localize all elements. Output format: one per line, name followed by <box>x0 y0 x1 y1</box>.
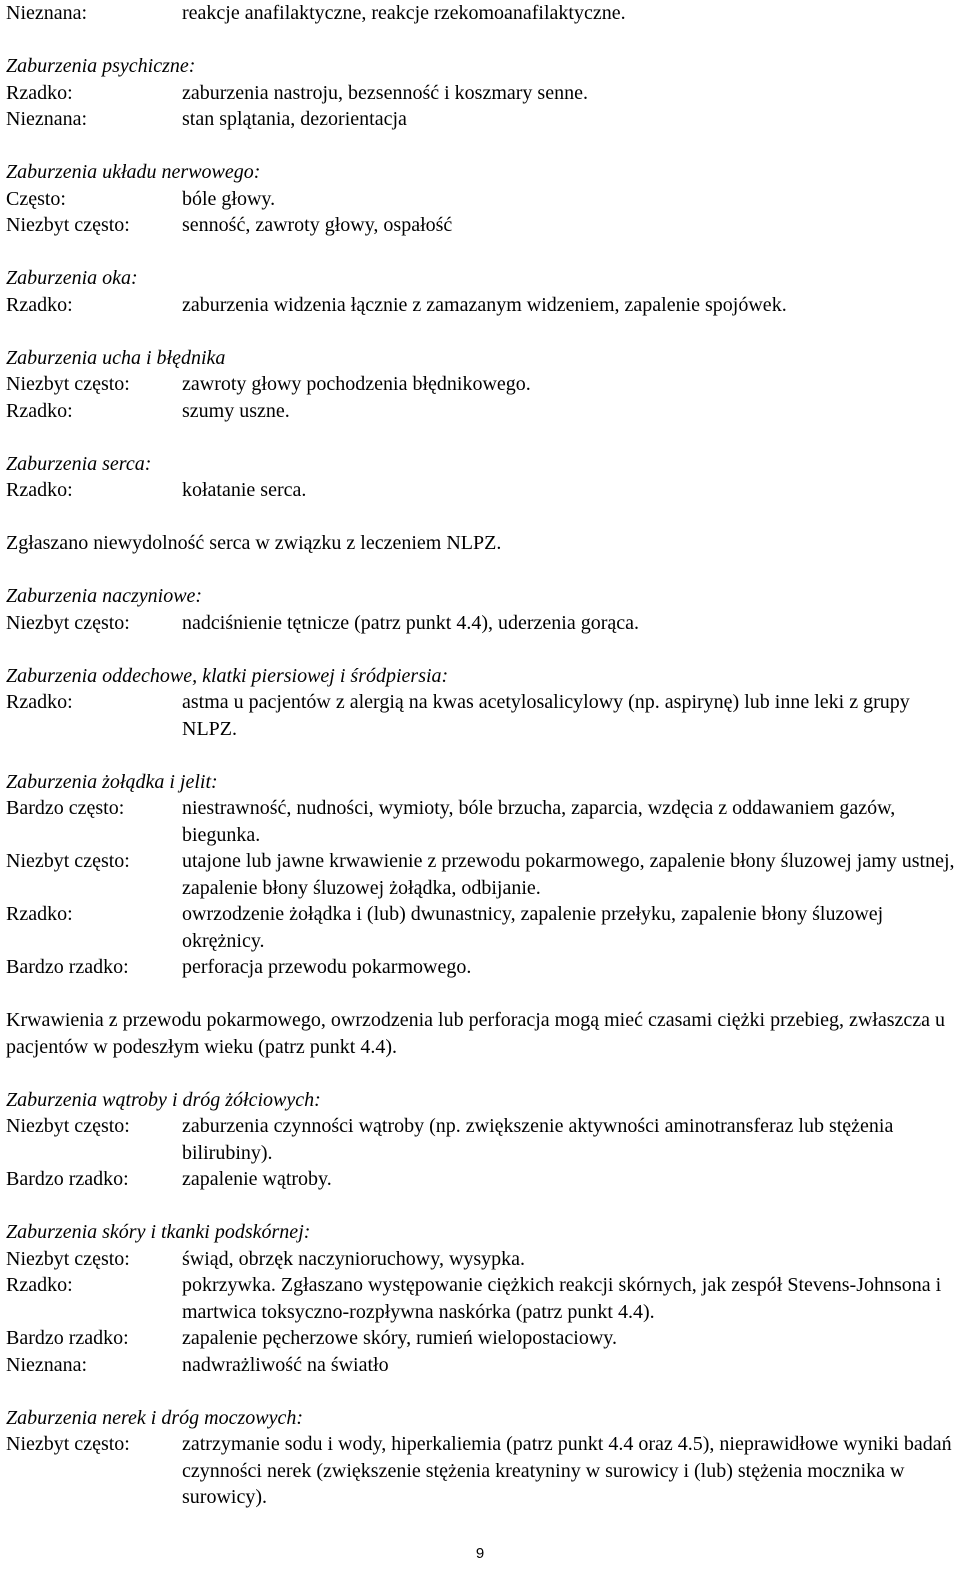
section-heading: Zaburzenia skóry i tkanki podskórnej: <box>6 1221 311 1243</box>
adverse-effects-text: owrzodzenie żołądka i (lub) dwunastnicy, zapalenie przełyku, zapalenie błony śluzowej okrężnicy. <box>182 903 884 952</box>
frequency-label: Niezbyt często: <box>6 214 130 236</box>
section-heading: Zaburzenia psychiczne: <box>6 55 196 77</box>
adverse-effects-text: zaburzenia czynności wątroby (np. zwiększenie aktywności aminotransferaz lub stężenia bilirubiny). <box>182 1115 894 1164</box>
page-number: 9 <box>475 1545 485 1562</box>
frequency-row <box>6 1246 956 1273</box>
frequency-row <box>6 1431 956 1511</box>
adverse-effects-text: utajone lub jawne krwawienie z przewodu pokarmowego, zapalenie błony śluzowej jamy ustnej, zapalenie błony śluzowej żołądka, odbijanie. <box>182 850 955 899</box>
frequency-label: Nieznana: <box>6 1353 88 1376</box>
frequency-label: Bardzo często: <box>6 797 125 819</box>
frequency-row <box>6 212 956 239</box>
frequency-row <box>6 954 956 981</box>
section-heading: Zaburzenia ucha i błędnika <box>6 346 226 369</box>
adverse-effects-text: zaburzenia widzenia łącznie z zamazanym widzeniem, zapalenie spojówek. <box>182 293 787 316</box>
section-heading: Zaburzenia oka: <box>6 267 138 289</box>
paragraph: Krwawienia z przewodu pokarmowego, owrzodzenia lub perforacja mogą mieć czasami ciężki przebieg, zwłaszcza u pacjentów w podeszłym wieku (patrz punkt 4.4). <box>6 1009 945 1058</box>
frequency-label: Rzadko: <box>6 399 73 422</box>
adverse-effects-text: zatrzymanie sodu i wody, hiperkaliemia (patrz punkt 4.4 oraz 4.5), nieprawidłowe wyniki badań czynności nerek (zwiększenie stężenia kreatyniny w surowicy i (lub) stężenia mocznika w surowicy). <box>182 1433 952 1508</box>
frequency-row <box>6 795 956 848</box>
adverse-effects-text: pokrzywka. Zgłaszano występowanie ciężkich reakcji skórnych, jak zespół Stevens-Johnsona i martwica toksyczno-rozpływna naskórka (patrz punkt 4.4). <box>182 1274 942 1323</box>
frequency-row <box>6 0 956 27</box>
adverse-effects-text: kołatanie serca. <box>182 479 307 501</box>
frequency-row <box>6 371 956 398</box>
frequency-row <box>6 292 956 319</box>
adverse-effects-text: bóle głowy. <box>182 187 276 210</box>
frequency-row <box>6 477 956 504</box>
adverse-effects-text: zawroty głowy pochodzenia błędnikowego. <box>182 373 531 395</box>
adverse-effects-text: nadwrażliwość na światło <box>182 1353 389 1376</box>
frequency-row <box>6 848 956 901</box>
paragraph: Zgłaszano niewydolność serca w związku z leczeniem NLPZ. <box>6 532 502 554</box>
frequency-row <box>6 106 956 133</box>
frequency-label: Często: <box>6 187 66 210</box>
frequency-label: Niezbyt często: <box>6 1115 130 1137</box>
frequency-row <box>6 901 956 954</box>
section-heading: Zaburzenia układu nerwowego: <box>6 161 261 183</box>
frequency-row <box>6 186 956 213</box>
frequency-row <box>6 610 956 637</box>
frequency-label: Niezbyt często: <box>6 373 130 395</box>
frequency-row <box>6 398 956 425</box>
frequency-label: Nieznana: <box>6 2 88 24</box>
section-heading: Zaburzenia oddechowe, klatki piersiowej i śródpiersia: <box>6 664 449 687</box>
adverse-effects-text: astma u pacjentów z alergią na kwas acetylosalicylowy (np. aspirynę) lub inne leki z grupy NLPZ. <box>182 691 910 740</box>
adverse-effects-text: zapalenie pęcherzowe skóry, rumień wielopostaciowy. <box>182 1327 618 1349</box>
adverse-effects-text: stan splątania, dezorientacja <box>182 108 407 130</box>
frequency-row <box>6 1352 956 1379</box>
adverse-effects-text: szumy uszne. <box>182 399 290 422</box>
frequency-label: Rzadko: <box>6 691 73 713</box>
frequency-row <box>6 1166 956 1193</box>
document-body <box>6 0 956 1511</box>
adverse-effects-text: niestrawność, nudności, wymioty, bóle brzucha, zaparcia, wzdęcia z oddawaniem gazów, biegunka. <box>182 797 896 846</box>
frequency-row <box>6 689 956 742</box>
section-heading: Zaburzenia żołądka i jelit: <box>6 770 218 793</box>
adverse-effects-text: zaburzenia nastroju, bezsenność i koszmary senne. <box>182 81 588 104</box>
frequency-row <box>6 80 956 107</box>
frequency-row <box>6 1113 956 1166</box>
section-heading: Zaburzenia serca: <box>6 452 152 475</box>
frequency-label: Nieznana: <box>6 108 88 130</box>
frequency-label: Niezbyt często: <box>6 1247 130 1270</box>
frequency-label: Bardzo rzadko: <box>6 1327 129 1349</box>
adverse-effects-text: nadciśnienie tętnicze (patrz punkt 4.4), uderzenia gorąca. <box>182 611 640 634</box>
frequency-label: Rzadko: <box>6 293 73 316</box>
frequency-label: Bardzo rzadko: <box>6 1168 129 1190</box>
frequency-label: Niezbyt często: <box>6 611 130 634</box>
adverse-effects-text: reakcje anafilaktyczne, reakcje rzekomoanafilaktyczne. <box>182 2 626 24</box>
adverse-effects-text: świąd, obrzęk naczynioruchowy, wysypka. <box>182 1247 526 1270</box>
section-heading: Zaburzenia nerek i dróg moczowych: <box>6 1406 303 1429</box>
adverse-effects-text: perforacja przewodu pokarmowego. <box>182 956 472 978</box>
section-heading: Zaburzenia naczyniowe: <box>6 585 203 607</box>
frequency-label: Rzadko: <box>6 1274 73 1296</box>
frequency-label: Rzadko: <box>6 479 73 501</box>
frequency-row <box>6 1325 956 1352</box>
adverse-effects-text: senność, zawroty głowy, ospałość <box>182 214 453 236</box>
frequency-label: Bardzo rzadko: <box>6 956 129 978</box>
frequency-label: Rzadko: <box>6 903 73 925</box>
frequency-label: Rzadko: <box>6 81 73 104</box>
frequency-label: Niezbyt często: <box>6 850 130 872</box>
frequency-row <box>6 1272 956 1325</box>
adverse-effects-text: zapalenie wątroby. <box>182 1168 332 1190</box>
section-heading: Zaburzenia wątroby i dróg żółciowych: <box>6 1088 321 1111</box>
frequency-label: Niezbyt często: <box>6 1433 130 1455</box>
